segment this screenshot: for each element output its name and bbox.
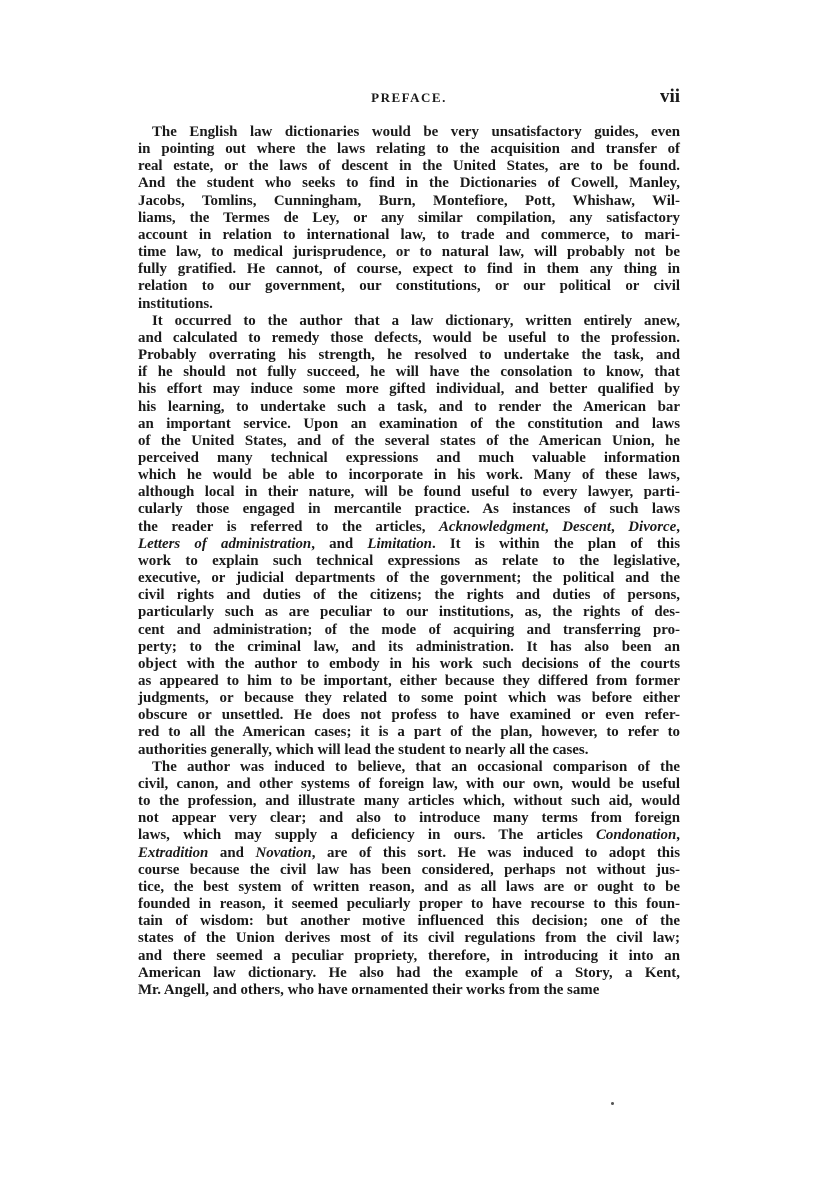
text-line: Probably overrating his strength, he resolved to undertake the task, and [138,347,680,364]
text-line: object with the author to embody in his work such decisions of the courts [138,655,680,672]
paragraph [138,124,680,313]
text-line: laws, which may supply a deficiency in ours. The articles Condonation, [138,827,680,844]
text-line: which he would be able to incorporate in his work. Many of these laws, [138,467,680,484]
text-line: obscure or unsettled. He does not profess to have examined or even refer- [138,707,680,724]
text-line: perceived many technical expressions and much valuable information [138,449,680,466]
text-line: the reader is referred to the articles, Acknowledgment, Descent, Divorce, [138,518,680,535]
text-line: tice, the best system of written reason, and as all laws are or ought to be [138,878,680,895]
text-line: judgments, or because they related to some point which was before either [138,690,680,707]
text-line: authorities generally, which will lead the student to nearly all the cases. [138,741,589,758]
text-line: and calculated to remedy those defects, would be useful to the profession. [138,329,680,346]
text-line: institutions. [138,295,213,312]
text-line: tain of wisdom: but another motive influenced this decision; one of the [138,913,680,930]
text-line: particularly such as are peculiar to our institutions, as, the rights of des- [138,604,680,621]
text-line: an important service. Upon an examination of the constitution and laws [138,415,680,432]
page-number: vii [659,86,680,107]
text-line: as appeared to him to be important, either because they differed from former [138,673,680,689]
text-line: Mr. Angell, and others, who have ornamented their works from the same [138,981,600,998]
text-line: work to explain such technical expressions as relate to the legislative, [138,552,680,569]
text-line: American law dictionary. He also had the example of a Story, a Kent, [138,964,680,981]
text-line: Letters of administration, and Limitation. It is within the plan of this [138,535,680,552]
text-line: fully gratified. He cannot, of course, expect to find in them any thing in [138,261,680,278]
text-line: The English law dictionaries would be very unsatisfactory guides, even [152,124,680,140]
text-line: time law, to medical jurisprudence, or to natural law, will probably not be [138,244,680,261]
text-line: founded in reason, it seemed peculiarly proper to have recourse to this foun- [138,896,680,913]
text-line: real estate, or the laws of descent in the United States, are to be found. [138,158,680,175]
text-line: to the profession, and illustrate many articles which, without such aid, would [138,793,680,810]
text-line: his learning, to undertake such a task, and to render the American bar [138,398,680,415]
text-line: course because the civil law has been considered, perhaps not without jus- [138,861,680,878]
paragraph [138,313,680,759]
text-line: relation to our government, our constitutions, or our political or civil [138,278,680,295]
text-line: Extradition and Novation, are of this sort. He was induced to adopt this [138,844,680,861]
ink-speck [611,1102,614,1105]
running-head: PREFACE. [371,90,447,105]
text-line: civil rights and duties of the citizens; the rights and duties of persons, [138,587,680,604]
page-header [138,86,680,112]
text-line: The author was induced to believe, that an occasional comparison of the [152,758,680,775]
text-line: liams, the Termes de Ley, or any similar compilation, any satisfactory [138,209,680,226]
text-line: And the student who seeks to find in the Dictionaries of Cowell, Manley, [138,175,680,192]
text-line: cent and administration; of the mode of acquiring and transferring pro- [138,621,680,638]
text-line: Jacobs, Tomlins, Cunningham, Burn, Montefiore, Pott, Whishaw, Wil- [138,192,680,209]
paragraph [138,759,680,999]
body-text [138,124,680,999]
text-line: not appear very clear; and also to introduce many terms from foreign [138,810,680,827]
text-line: civil, canon, and other systems of foreign law, with our own, would be useful [138,775,680,792]
text-line: red to all the American cases; it is a part of the plan, however, to refer to [138,724,680,741]
text-line: perty; to the criminal law, and its administration. It has also been an [138,638,680,655]
text-line: if he should not fully succeed, he will have the consolation to know, that [138,364,680,381]
text-line: account in relation to international law, to trade and commerce, to mari- [138,226,680,243]
text-line: cularly those engaged in mercantile practice. As instances of such laws [138,501,680,518]
text-line: his effort may induce some more gifted individual, and better qualified by [138,381,680,398]
text-line: states of the Union derives most of its civil regulations from the civil law; [138,930,680,947]
text-line: in pointing out where the laws relating to the acquisition and transfer of [138,141,680,158]
text-line: although local in their nature, will be found useful to every lawyer, parti- [138,484,680,501]
text-line: executive, or judicial departments of the government; the political and the [138,570,680,587]
text-line: of the United States, and of the several states of the American Union, he [138,432,680,449]
text-line: It occurred to the author that a law dictionary, written entirely anew, [152,312,680,329]
text-line: and there seemed a peculiar propriety, therefore, in introducing it into an [138,947,680,964]
